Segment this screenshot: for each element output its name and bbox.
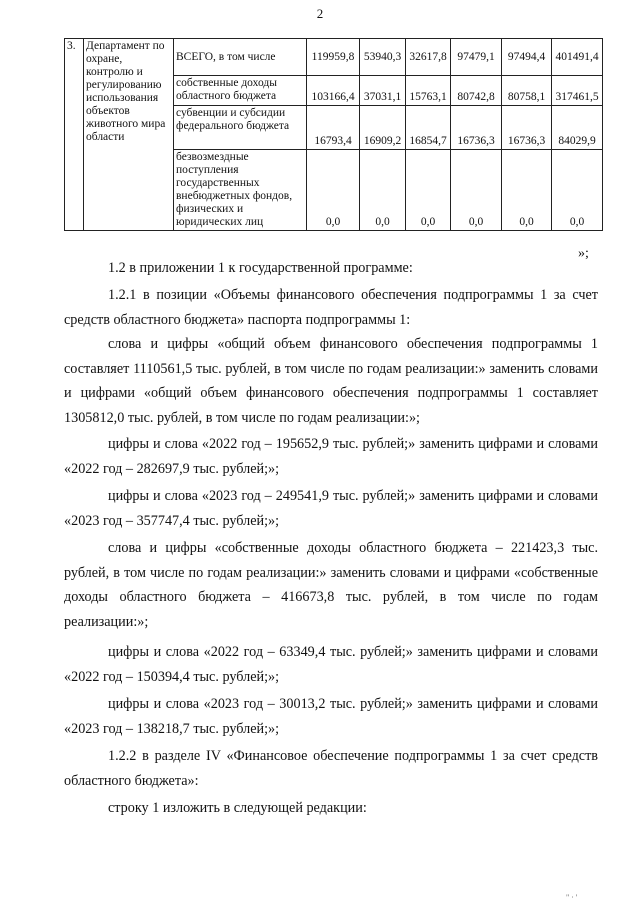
value-cell: 0,0: [451, 150, 502, 231]
value-cell: 16736,3: [451, 106, 502, 150]
paragraph: цифры и слова «2022 год – 195652,9 тыс. рублей;» заменить цифрами и словами «2022 год – 282697,9 тыс. рублей;»;: [64, 436, 598, 477]
value-cell: 0,0: [307, 150, 360, 231]
value-cell: 37031,1: [360, 76, 406, 106]
funding-table: [64, 38, 603, 231]
paragraph: строку 1 изложить в следующей редакции:: [108, 800, 367, 816]
page-number: 2: [316, 6, 324, 21]
source-label: субвенции и субсидии федерального бюджета: [174, 106, 307, 150]
source-label: безвозмездные поступления государственных внебюджетных фондов, физических и юридических лиц: [174, 150, 307, 231]
value-cell: 53940,3: [360, 39, 406, 76]
value-cell: 97494,4: [502, 39, 552, 76]
value-cell: 16854,7: [406, 106, 451, 150]
table-row: [65, 39, 603, 76]
value-cell: 0,0: [552, 150, 603, 231]
value-cell: 0,0: [406, 150, 451, 231]
paragraph: 1.2.2 в разделе IV «Финансовое обеспечение подпрограммы 1 за счет средств областного бюджета»:: [64, 748, 598, 789]
source-label: собственные доходы областного бюджета: [174, 76, 307, 106]
value-cell: 80742,8: [451, 76, 502, 106]
value-cell: 119959,8: [307, 39, 360, 76]
source-label: ВСЕГО, в том числе: [174, 39, 307, 76]
value-cell: 0,0: [502, 150, 552, 231]
value-cell: 0,0: [360, 150, 406, 231]
paragraph: 1.2 в приложении 1 к государственной программе:: [108, 260, 413, 276]
paragraph: слова и цифры «собственные доходы областного бюджета – 221423,3 тыс. рублей, в том числе по годам реализации:» заменить словами и цифрами «собственные доходы областного бюджета – 416673,8 тыс. рублей, в том числе по годам реализации:»;: [64, 540, 598, 630]
value-cell: 16736,3: [502, 106, 552, 150]
value-cell: 401491,4: [552, 39, 603, 76]
department-cell: Департамент по охране, контролю и регулированию использования объектов животного мира области: [84, 39, 174, 231]
value-cell: 97479,1: [451, 39, 502, 76]
value-cell: 80758,1: [502, 76, 552, 106]
paragraph: слова и цифры «общий объем финансового обеспечения подпрограммы 1 составляет 1110561,5 тыс. рублей, в том числе по годам реализации:» заменить словами и цифрами «общий объем финансового обеспечения подпрограммы 1 составляет 1305812,0 тыс. рублей, в том числе по годам реализации:»;: [64, 336, 598, 426]
value-cell: 84029,9: [552, 106, 603, 150]
value-cell: 317461,5: [552, 76, 603, 106]
value-cell: 32617,8: [406, 39, 451, 76]
row-index: 3.: [65, 39, 84, 231]
value-cell: 16909,2: [360, 106, 406, 150]
value-cell: 15763,1: [406, 76, 451, 106]
paragraph: цифры и слова «2022 год – 63349,4 тыс. рублей;» заменить цифрами и словами «2022 год – 150394,4 тыс. рублей;»;: [64, 644, 598, 685]
value-cell: 16793,4: [307, 106, 360, 150]
paragraph: 1.2.1 в позиции «Объемы финансового обеспечения подпрограммы 1 за счет средств областного бюджета» паспорта подпрограммы 1:: [64, 287, 598, 328]
value-cell: 103166,4: [307, 76, 360, 106]
footer-mark: " · ': [566, 893, 578, 902]
closing-quote: »;: [578, 246, 589, 261]
paragraph: цифры и слова «2023 год – 249541,9 тыс. рублей;» заменить цифрами и словами «2023 год – 357747,4 тыс. рублей;»;: [64, 488, 598, 529]
paragraph: цифры и слова «2023 год – 30013,2 тыс. рублей;» заменить цифрами и словами «2023 год – 138218,7 тыс. рублей;»;: [64, 696, 598, 737]
